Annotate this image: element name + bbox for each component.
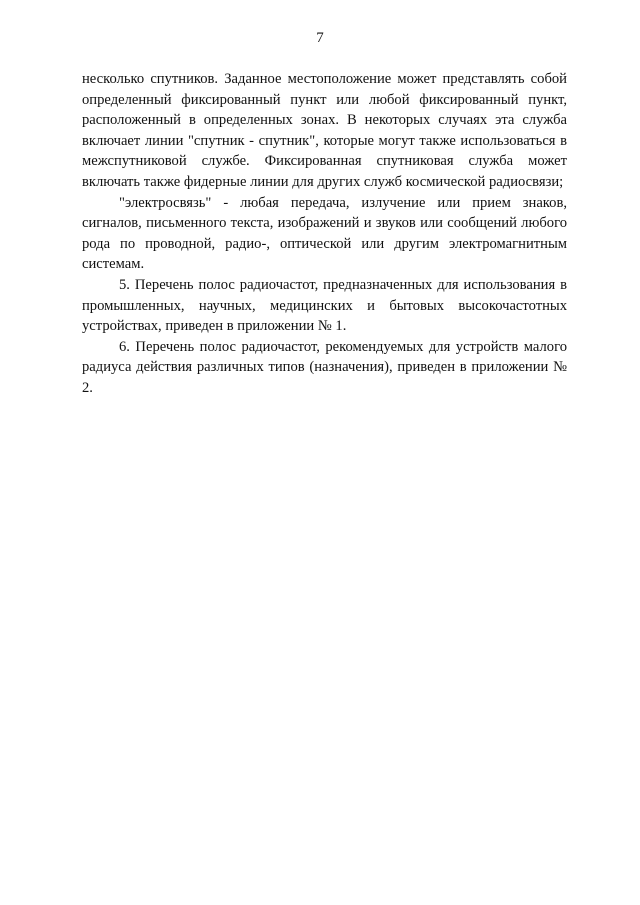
page-number: 7	[316, 30, 324, 46]
paragraph-item-6: 6. Перечень полос радиочастот, рекомендуемых для устройств малого радиуса действия различных типов (назначения), приведен в приложении № 2.	[82, 338, 567, 396]
document-body	[82, 69, 567, 399]
paragraph-item-5: 5. Перечень полос радиочастот, предназначенных для использования в промышленных, научных, медицинских и бытовых высокочастотных устройствах, приведен в приложении № 1.	[82, 276, 567, 335]
paragraph-fss-continuation: несколько спутников. Заданное местоположение может представлять собой определенный фиксированный пункт или любой фиксированный пункт, расположенный в определенных зонах. В некоторых случаях эта служба включает линии "спутник - спутник", которые могут также использоваться в межспутниковой службе. Фиксированная спутниковая служба может включать также фидерные линии для других служб космической радиосвязи;	[82, 71, 567, 190]
paragraph-telecommunication-definition: "электросвязь" - любая передача, излучение или прием знаков, сигналов, письменного текста, изображений и звуков или сообщений любого рода по проводной, радио-, оптической или другим электромагнитным системам.	[82, 194, 567, 273]
